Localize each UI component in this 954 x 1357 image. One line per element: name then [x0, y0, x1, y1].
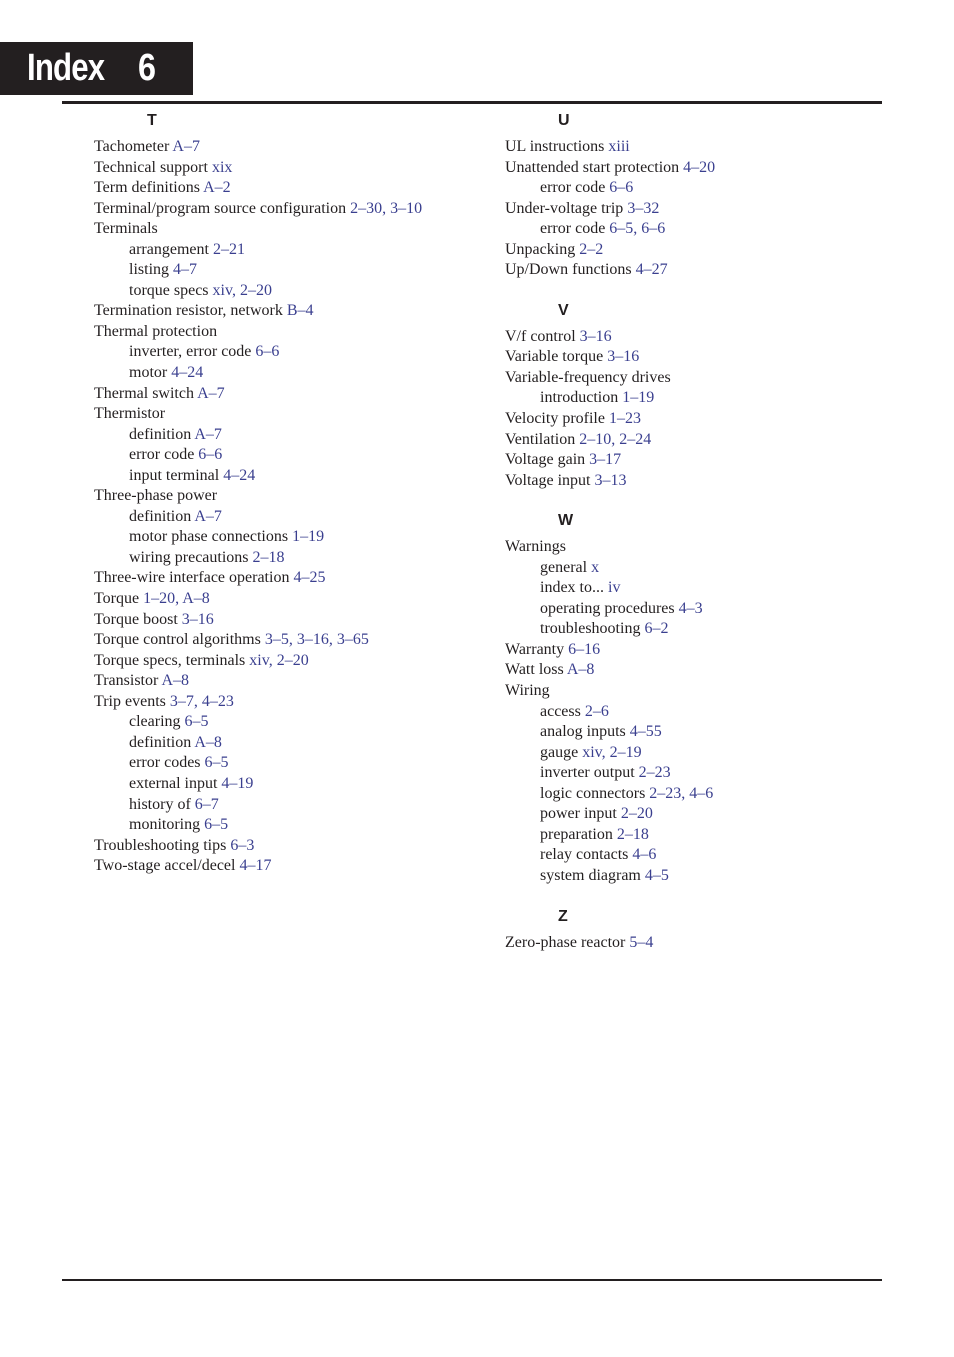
page-reference-link[interactable]: 4–3	[678, 599, 703, 617]
index-entry	[505, 199, 875, 220]
index-subentry	[94, 774, 484, 795]
index-entry	[505, 933, 875, 954]
page-reference-link[interactable]: 4–27	[635, 261, 668, 279]
entry-term: error code	[540, 179, 610, 197]
entry-term: Torque control algorithms	[94, 631, 265, 649]
entry-term: clearing	[129, 713, 185, 731]
index-entry	[94, 137, 484, 158]
entry-term: introduction	[540, 389, 623, 407]
page-reference-link[interactable]: B–4	[286, 302, 314, 320]
page-reference-link[interactable]: 1–19	[622, 389, 655, 407]
entry-term: external input	[129, 774, 222, 792]
entry-term: UL instructions	[505, 138, 609, 155]
page-reference-link[interactable]: 6–6	[198, 446, 223, 464]
index-subentry	[505, 219, 875, 240]
index-section-v	[505, 301, 875, 491]
index-subentry	[505, 722, 875, 743]
page-reference-link[interactable]: 2–6	[584, 702, 609, 720]
page-reference-link[interactable]: 4–25	[293, 569, 326, 587]
page-reference-link[interactable]: 4–19	[221, 774, 254, 792]
entry-term: motor phase connections	[129, 528, 293, 546]
index-entry	[505, 158, 875, 179]
index-subentry	[94, 281, 484, 302]
page-reference-link[interactable]: xiv, 2–20	[212, 281, 272, 299]
page-reference-link[interactable]: 6–2	[644, 620, 669, 638]
page-reference-link[interactable]: A–8	[566, 661, 595, 679]
index-entry	[505, 368, 875, 389]
section-gap	[505, 281, 875, 301]
index-title: Index	[27, 47, 105, 89]
entry-term: input terminal	[129, 466, 224, 484]
entry-term: listing	[129, 261, 174, 279]
index-entry	[94, 199, 484, 220]
page-reference-link[interactable]: A–8	[194, 733, 222, 751]
index-entry	[505, 260, 875, 281]
index-entry	[94, 219, 484, 240]
entry-term: Thermistor	[94, 405, 166, 423]
page-reference-link[interactable]: 6–5	[204, 754, 229, 772]
index-section-w	[505, 511, 875, 886]
section-letter: V	[558, 301, 569, 319]
index-subentry	[505, 178, 875, 199]
index-entry	[94, 158, 484, 179]
entry-term: Warnings	[505, 538, 566, 556]
entry-term: monitoring	[129, 816, 205, 834]
index-subentry	[505, 743, 875, 764]
index-section-z	[505, 907, 875, 954]
index-subentry	[94, 712, 484, 733]
index-subentry	[505, 845, 875, 866]
entry-term: Warranty	[505, 640, 569, 658]
page-reference-link[interactable]: 4–17	[239, 857, 272, 875]
entry-term: Voltage gain	[505, 451, 590, 469]
page-reference-link[interactable]: A–8	[161, 672, 189, 690]
page-reference-link[interactable]: A–7	[197, 384, 225, 402]
section-letter: W	[558, 512, 574, 530]
index-entry	[94, 630, 484, 651]
page-reference-link[interactable]: 2–2	[579, 240, 604, 258]
chapter-number: 6	[138, 47, 156, 89]
page-reference-link[interactable]: 2–18	[616, 825, 649, 843]
entry-term: Three-phase power	[94, 487, 218, 505]
entry-term: Up/Down functions	[505, 261, 636, 279]
page-reference-link[interactable]: 4–5	[644, 866, 669, 884]
index-entry	[94, 384, 484, 405]
index-section-t	[94, 111, 484, 877]
page-reference-link[interactable]: 1–23	[608, 410, 641, 428]
index-subentry	[505, 784, 875, 805]
index-section-u	[505, 111, 875, 281]
index-subentry	[505, 558, 875, 579]
entry-term: Two-stage accel/decel	[94, 857, 240, 875]
page-reference-link[interactable]: 3–5, 3–16, 3–65	[264, 631, 369, 649]
index-subentry	[94, 260, 484, 281]
entry-term: power input	[540, 805, 621, 823]
entry-term: Under-voltage trip	[505, 199, 628, 217]
index-entry	[505, 347, 875, 368]
index-entry	[505, 327, 875, 348]
index-subentry	[505, 825, 875, 846]
section-gap	[505, 491, 875, 511]
page-reference-link[interactable]: 6–5	[204, 816, 229, 834]
entry-term: troubleshooting	[540, 620, 645, 638]
section-letter: U	[558, 112, 570, 129]
index-entry	[94, 856, 484, 877]
index-subentry	[94, 753, 484, 774]
index-entry	[505, 240, 875, 261]
page-reference-link[interactable]: 3–17	[589, 451, 622, 469]
index-subentry	[94, 445, 484, 466]
index-entry	[94, 692, 484, 713]
entry-term: Troubleshooting tips	[94, 836, 231, 854]
page-reference-link[interactable]: 2–10, 2–24	[579, 430, 652, 448]
entry-term: error code	[540, 220, 610, 238]
page-reference-link[interactable]: 2–21	[212, 240, 245, 258]
index-subentry	[505, 804, 875, 825]
entry-term: arrangement	[129, 240, 213, 258]
page-reference-link[interactable]: 6–16	[568, 640, 601, 658]
entry-term: Torque specs, terminals	[94, 651, 250, 669]
entry-term: Tachometer	[94, 138, 173, 155]
page-reference-link[interactable]: 1–19	[292, 528, 325, 546]
bottom-rule	[62, 1279, 882, 1281]
entry-term: operating procedures	[540, 599, 679, 617]
entry-term: definition	[129, 733, 195, 751]
page-reference-link[interactable]: A–7	[172, 138, 200, 155]
entry-term: Terminal/program source configuration	[94, 199, 351, 217]
page-reference-link[interactable]: 4–24	[171, 364, 204, 382]
index-entry	[505, 660, 875, 681]
page-reference-link[interactable]: 2–30, 3–10	[350, 199, 423, 217]
page-reference-link[interactable]: A–2	[203, 179, 231, 197]
index-entry	[94, 836, 484, 857]
index-column-left	[94, 111, 484, 877]
page-reference-link[interactable]: 4–20	[683, 158, 716, 176]
page-reference-link[interactable]: 2–20	[620, 805, 653, 823]
index-subentry	[94, 815, 484, 836]
entry-term: index to...	[540, 579, 608, 597]
page-reference-link[interactable]: 3–13	[594, 471, 627, 489]
page-reference-link[interactable]: 4–6	[632, 846, 657, 864]
entry-term: preparation	[540, 825, 617, 843]
page-reference-link[interactable]: 6–6	[255, 343, 280, 361]
index-subentry	[94, 363, 484, 384]
entry-term: inverter output	[540, 764, 639, 782]
entry-term: definition	[129, 425, 195, 443]
entry-term: Zero-phase reactor	[505, 933, 630, 951]
entry-term: Ventilation	[505, 430, 580, 448]
section-gap	[505, 887, 875, 907]
entry-term: error codes	[129, 754, 205, 772]
entry-term: Termination resistor, network	[94, 302, 287, 320]
page-reference-link[interactable]: xiv, 2–19	[582, 743, 642, 761]
entry-term: Unpacking	[505, 240, 580, 258]
top-rule	[62, 101, 882, 104]
entry-term: Terminals	[94, 220, 158, 238]
index-chapter-tab	[0, 42, 193, 95]
page-reference-link[interactable]: 6–6	[609, 179, 634, 197]
entry-term: Watt loss	[505, 661, 567, 679]
entry-term: Torque boost	[94, 610, 182, 628]
page-reference-link[interactable]: 6–7	[194, 795, 219, 813]
entry-term: wiring precautions	[129, 548, 253, 566]
index-subentry	[94, 466, 484, 487]
entry-term: relay contacts	[540, 846, 633, 864]
index-subentry	[94, 795, 484, 816]
index-entry	[505, 409, 875, 430]
entry-term: history of	[129, 795, 195, 813]
entry-term: general	[540, 558, 592, 576]
entry-term: Thermal switch	[94, 384, 198, 402]
page-reference-link[interactable]: 2–23, 4–6	[649, 784, 714, 802]
page-reference-link[interactable]: 3–16	[181, 610, 214, 628]
index-subentry	[94, 733, 484, 754]
index-entry	[94, 651, 484, 672]
entry-term: system diagram	[540, 866, 645, 884]
section-letter: Z	[558, 907, 568, 925]
page-reference-link[interactable]: 2–18	[252, 548, 285, 566]
entry-term: Trip events	[94, 692, 170, 710]
index-entry	[94, 589, 484, 610]
entry-term: Variable torque	[505, 348, 608, 366]
index-entry	[94, 568, 484, 589]
entry-term: Voltage input	[505, 471, 595, 489]
entry-term: definition	[129, 507, 195, 525]
entry-term: Term definitions	[94, 179, 204, 197]
page-reference-link[interactable]: 4–55	[629, 723, 662, 741]
page-reference-link[interactable]: 3–32	[627, 199, 660, 217]
entry-term: Velocity profile	[505, 410, 609, 428]
index-subentry	[505, 578, 875, 599]
index-entry	[505, 471, 875, 492]
index-entry	[94, 178, 484, 199]
page-reference-link[interactable]: xiii	[608, 138, 630, 155]
index-subentry	[94, 425, 484, 446]
page-reference-link[interactable]: A–7	[194, 507, 222, 525]
index-entry	[94, 671, 484, 692]
entry-term: Thermal protection	[94, 322, 218, 340]
entry-term: inverter, error code	[129, 343, 256, 361]
index-subentry	[505, 866, 875, 887]
index-entry	[94, 322, 484, 343]
page-reference-link[interactable]: A–7	[194, 425, 222, 443]
page-reference-link[interactable]: 4–7	[173, 261, 198, 279]
index-subentry	[505, 388, 875, 409]
index-subentry	[505, 599, 875, 620]
index-entry	[505, 681, 875, 702]
entry-term: Unattended start protection	[505, 158, 684, 176]
entry-term: logic connectors	[540, 784, 650, 802]
page-reference-link[interactable]: 6–5, 6–6	[609, 220, 666, 238]
entry-term: Torque	[94, 590, 144, 608]
entry-term: motor	[129, 364, 172, 382]
page-reference-link[interactable]: 3–7, 4–23	[169, 692, 234, 710]
entry-term: access	[540, 702, 585, 720]
index-entry	[505, 137, 875, 158]
index-entry	[505, 640, 875, 661]
entry-term: error code	[129, 446, 199, 464]
page-reference-link[interactable]: 3–16	[579, 327, 612, 345]
index-subentry	[505, 702, 875, 723]
index-entry	[505, 430, 875, 451]
entry-term: torque specs	[129, 281, 213, 299]
page-reference-link[interactable]: 4–24	[223, 466, 256, 484]
entry-term: Three-wire interface operation	[94, 569, 294, 587]
entry-term: Wiring	[505, 682, 550, 700]
index-subentry	[94, 527, 484, 548]
index-entry	[505, 450, 875, 471]
page-reference-link[interactable]: 6–3	[230, 836, 255, 854]
index-subentry	[94, 507, 484, 528]
index-subentry	[94, 240, 484, 261]
page-reference-link[interactable]: xiv, 2–20	[249, 651, 309, 669]
page-reference-link[interactable]: xix	[211, 158, 233, 176]
page-reference-link[interactable]: 2–23	[638, 764, 671, 782]
page-reference-link[interactable]: iv	[608, 579, 621, 597]
index-entry	[94, 404, 484, 425]
page-reference-link[interactable]: 3–16	[607, 348, 640, 366]
entry-term: gauge	[540, 743, 583, 761]
index-subentry	[505, 763, 875, 784]
entry-term: Transistor	[94, 672, 162, 690]
section-letter: T	[147, 112, 157, 129]
entry-term: analog inputs	[540, 723, 630, 741]
index-entry	[94, 301, 484, 322]
page-reference-link[interactable]: x	[591, 558, 600, 576]
entry-term: Variable-frequency drives	[505, 368, 671, 386]
entry-term: Technical support	[94, 158, 212, 176]
index-subentry	[94, 548, 484, 569]
index-subentry	[505, 619, 875, 640]
index-entry	[505, 537, 875, 558]
index-entry	[94, 610, 484, 631]
index-column-right	[505, 111, 875, 953]
entry-term: V/f control	[505, 327, 580, 345]
index-subentry	[94, 342, 484, 363]
page-reference-link[interactable]: 6–5	[184, 713, 209, 731]
page-reference-link[interactable]: 5–4	[629, 933, 654, 951]
index-entry	[94, 486, 484, 507]
page-reference-link[interactable]: 1–20, A–8	[143, 590, 210, 608]
